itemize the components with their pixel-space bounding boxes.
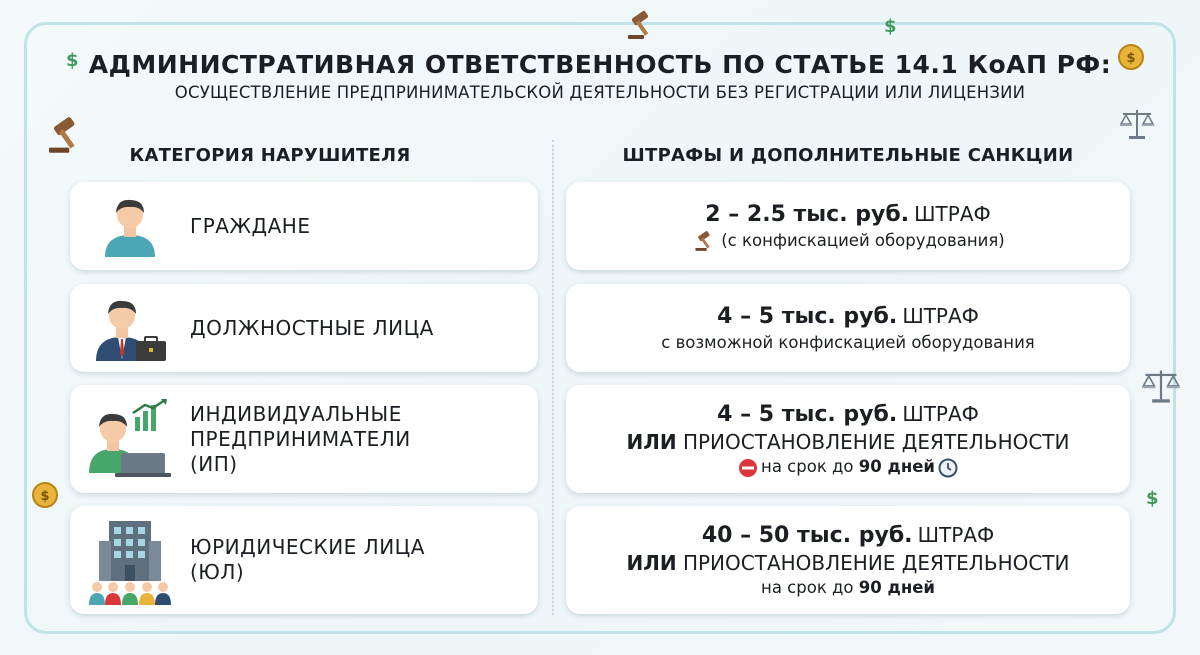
category-card-entrepreneurs — [70, 385, 538, 493]
or-word: ИЛИ — [626, 551, 677, 576]
suspension-text: ПРИОСТАНОВЛЕНИЕ ДЕЯТЕЛЬНОСТИ — [682, 551, 1070, 576]
term-prefix: на срок до — [761, 457, 854, 477]
suspension-text: ПРИОСТАНОВЛЕНИЕ ДЕЯТЕЛЬНОСТИ — [682, 430, 1070, 455]
category-label: ДОЛЖНОСТНЫЕ ЛИЦА — [190, 315, 434, 340]
page-subtitle: ОСУЩЕСТВЛЕНИЕ ПРЕДПРИНИМАТЕЛЬСКОЙ ДЕЯТЕЛЬНОСТИ БЕЗ РЕГИСТРАЦИИ ИЛИ ЛИЦЕНЗИИ — [174, 83, 1026, 102]
column-divider — [552, 140, 554, 615]
gavel-icon — [626, 10, 660, 40]
gavel-icon — [694, 230, 718, 252]
stop-icon — [738, 458, 758, 478]
term-value: 90 дней — [858, 578, 935, 598]
category-label-line: (ЮЛ) — [190, 560, 245, 584]
column-header-sanctions: ШТРАФЫ И ДОПОЛНИТЕЛЬНЫЕ САНКЦИИ — [622, 145, 1074, 166]
svg-text:$: $ — [1126, 51, 1136, 66]
sanction-card-legal-entities — [566, 506, 1130, 614]
entrepreneur-icon — [85, 399, 175, 479]
sanction-note: (с конфискацией оборудования) — [721, 230, 1005, 250]
category-card-citizens — [70, 182, 538, 270]
scales-icon — [1140, 366, 1182, 406]
fine-word: ШТРАФ — [902, 304, 979, 329]
category-label-line: ЮРИДИЧЕСКИЕ ЛИЦА — [190, 535, 425, 559]
fine-word: ШТРАФ — [902, 401, 979, 426]
header — [0, 50, 1200, 102]
page-title: АДМИНИСТРАТИВНАЯ ОТВЕТСТВЕННОСТЬ ПО СТАТЬЕ 14.1 КоАП РФ: — [88, 50, 1112, 79]
fine-amount: 40 – 50 тыс. руб. — [701, 522, 913, 548]
or-word: ИЛИ — [626, 430, 677, 455]
column-header-category: КАТЕГОРИЯ НАРУШИТЕЛЯ — [129, 145, 411, 166]
scales-icon — [1118, 106, 1156, 142]
term-prefix: на срок до — [761, 578, 854, 598]
category-label: ГРАЖДАНЕ — [190, 213, 311, 238]
fine-word: ШТРАФ — [917, 522, 995, 547]
category-label-line: (ИП) — [190, 451, 238, 476]
fine-amount: 2 – 2.5 тыс. руб. — [705, 201, 910, 227]
citizen-icon — [97, 193, 163, 259]
coin-icon — [32, 482, 58, 508]
clock-icon — [938, 458, 958, 478]
sanction-card-officials — [566, 284, 1130, 372]
svg-text:$: $ — [40, 489, 50, 504]
sanction-note: с возможной конфискацией оборудования — [661, 332, 1035, 352]
category-card-legal-entities — [70, 506, 538, 614]
official-icon — [90, 293, 170, 363]
term-value: 90 дней — [858, 457, 935, 477]
sanction-card-entrepreneurs — [566, 385, 1130, 493]
dollar-icon: $ — [66, 50, 79, 71]
fine-amount: 4 – 5 тыс. руб. — [717, 401, 898, 427]
category-label-line: ПРЕДПРИНИМАТЕЛИ — [190, 426, 411, 451]
category-label-line: ИНДИВИДУАЛЬНЫЕ — [190, 401, 402, 426]
category-card-officials — [70, 284, 538, 372]
sanction-card-citizens — [566, 182, 1130, 270]
fine-amount: 4 – 5 тыс. руб. — [717, 304, 898, 330]
building-icon — [87, 515, 173, 605]
dollar-icon: $ — [884, 16, 897, 37]
fine-word: ШТРАФ — [914, 201, 991, 226]
dollar-icon: $ — [1146, 488, 1159, 509]
